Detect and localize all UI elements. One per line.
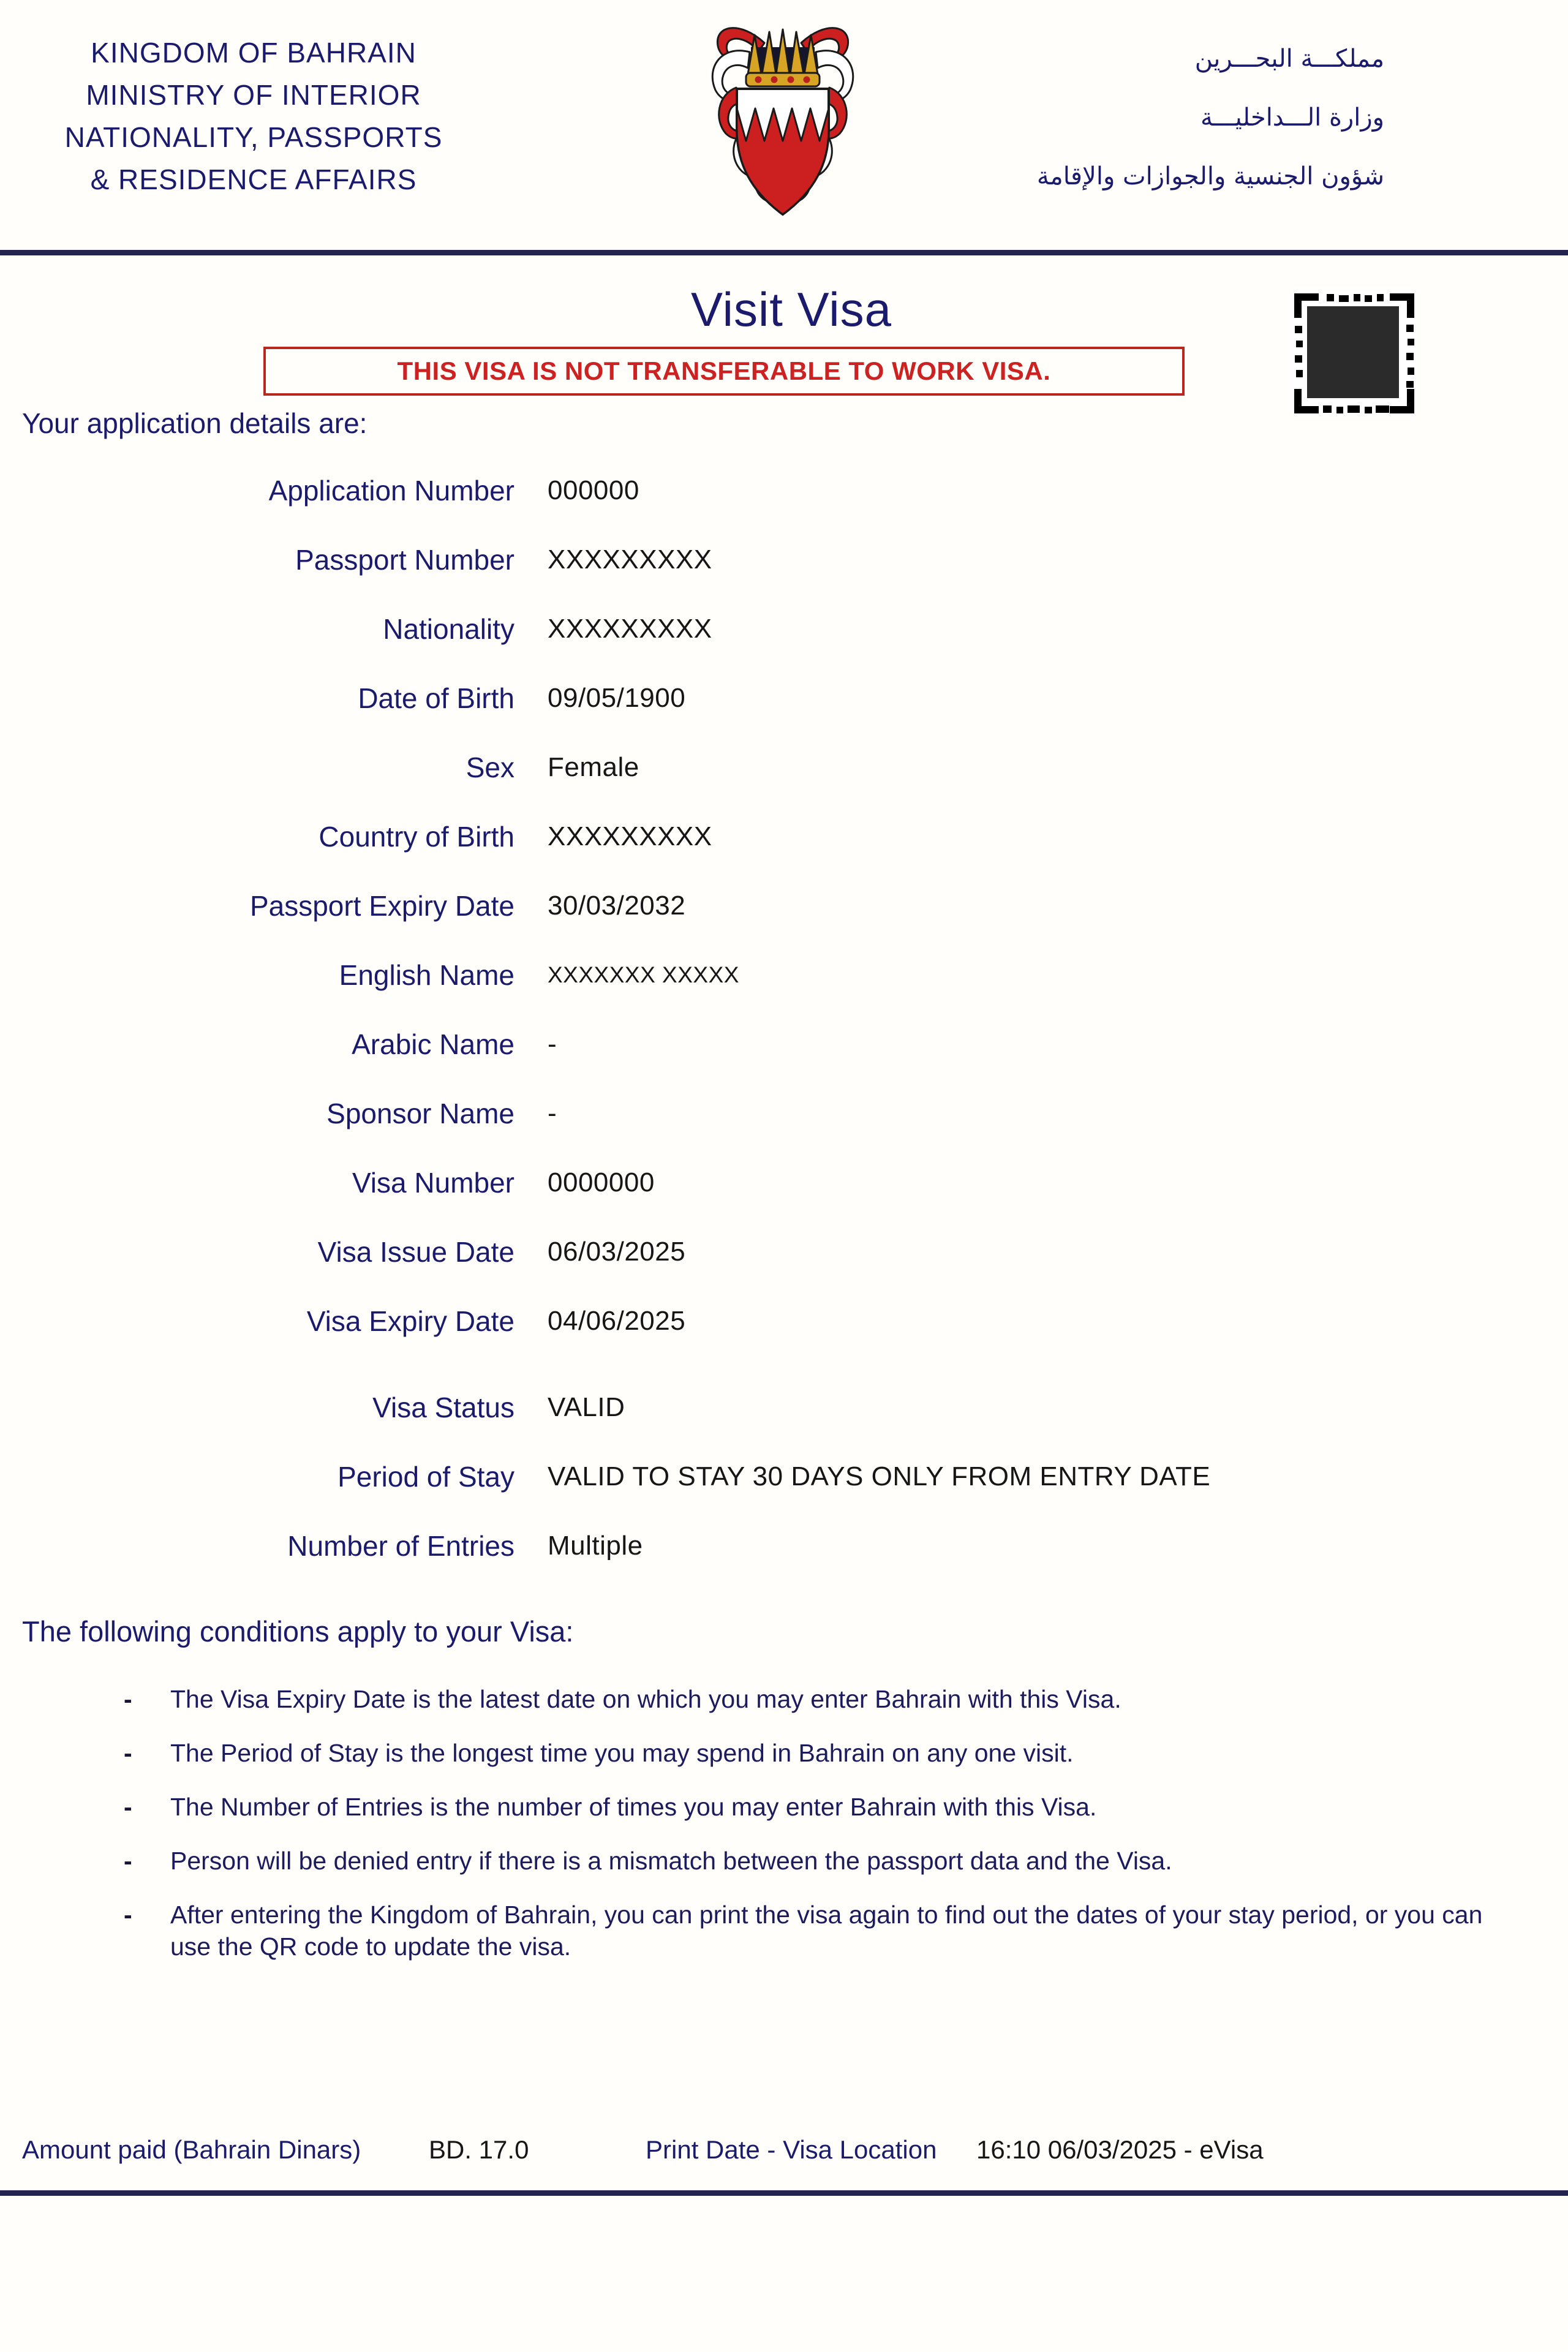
field-value: 30/03/2032 xyxy=(548,890,686,921)
ministry-name-english xyxy=(39,32,468,201)
field-row xyxy=(0,1511,1568,1580)
field-value: - xyxy=(548,1098,557,1128)
field-label: Visa Issue Date xyxy=(317,1235,514,1268)
bullet-dash: - xyxy=(124,1901,132,1929)
field-label: Nationality xyxy=(383,612,514,645)
field-label: English Name xyxy=(339,959,514,991)
header-divider xyxy=(0,250,1568,255)
field-value: 0000000 xyxy=(548,1167,655,1197)
field-label: Arabic Name xyxy=(352,1028,514,1060)
ministry-line-english: MINISTRY OF INTERIOR xyxy=(86,79,421,111)
bullet-dash: - xyxy=(124,1847,132,1875)
condition-item xyxy=(0,1737,1568,1769)
condition-item xyxy=(0,1683,1568,1715)
field-value: VALID xyxy=(548,1392,625,1422)
condition-item xyxy=(0,1791,1568,1823)
field-row xyxy=(0,733,1568,802)
page-title: Visit Visa xyxy=(691,282,892,336)
bahrain-coat-of-arms-icon xyxy=(691,9,875,224)
condition-text: After entering the Kingdom of Bahrain, you can print the visa again to find out the dates of your stay period, or you can use the QR code to update the visa. xyxy=(170,1901,1483,1961)
ministry-line-english: & RESIDENCE AFFAIRS xyxy=(90,164,417,195)
field-value: - xyxy=(548,1028,557,1059)
field-label: Date of Birth xyxy=(358,682,514,714)
condition-text: The Number of Entries is the number of times you may enter Bahrain with this Visa. xyxy=(170,1793,1097,1821)
field-row xyxy=(0,594,1568,663)
print-date-value: 16:10 06/03/2025 - eVisa xyxy=(976,2135,1264,2164)
ministry-line-arabic: مملكـــة البحـــرين xyxy=(1194,45,1384,73)
condition-text: The Visa Expiry Date is the latest date on which you may enter Bahrain with this Visa. xyxy=(170,1685,1121,1713)
bullet-dash: - xyxy=(124,1685,132,1713)
field-label: Sponsor Name xyxy=(326,1097,514,1129)
ministry-line-arabic: شؤون الجنسية والجوازات والإقامة xyxy=(1036,162,1384,190)
field-value: XXXXXXX XXXXX xyxy=(548,962,739,987)
print-date-label: Print Date - Visa Location xyxy=(646,2135,937,2164)
footer xyxy=(0,2135,1568,2172)
amount-paid-label: Amount paid (Bahrain Dinars) xyxy=(22,2135,361,2164)
field-label: Visa Status xyxy=(372,1391,514,1423)
field-value: XXXXXXXXX xyxy=(548,544,712,575)
field-value: 09/05/1900 xyxy=(548,682,686,713)
field-label: Visa Number xyxy=(352,1166,514,1199)
field-value: XXXXXXXXX xyxy=(548,821,712,851)
ministry-line-english: NATIONALITY, PASSPORTS xyxy=(64,121,443,153)
condition-text: Person will be denied entry if there is a mismatch between the passport data and the Visa. xyxy=(170,1847,1172,1875)
field-value: Female xyxy=(548,752,639,782)
condition-text: The Period of Stay is the longest time you may spend in Bahrain on any one visit. xyxy=(170,1739,1074,1767)
application-details-heading: Your application details are: xyxy=(22,407,368,439)
field-value: 04/06/2025 xyxy=(548,1305,686,1336)
field-label: Period of Stay xyxy=(337,1460,514,1493)
field-row xyxy=(0,1217,1568,1286)
field-row xyxy=(0,1442,1568,1511)
field-label: Country of Birth xyxy=(318,820,514,853)
field-row xyxy=(0,525,1568,594)
field-row xyxy=(0,456,1568,525)
bullet-dash: - xyxy=(124,1793,132,1821)
field-row xyxy=(0,1286,1568,1355)
field-label: Passport Expiry Date xyxy=(249,889,514,922)
condition-item xyxy=(0,1845,1568,1877)
field-value: XXXXXXXXX xyxy=(548,613,712,644)
conditions-list xyxy=(0,1683,1568,1985)
ministry-line-english: KINGDOM OF BAHRAIN xyxy=(91,37,417,69)
condition-item xyxy=(0,1899,1568,1962)
warning-text: THIS VISA IS NOT TRANSFERABLE TO WORK VISA. xyxy=(397,356,1051,385)
field-label: Number of Entries xyxy=(287,1529,514,1562)
application-details-list xyxy=(0,456,1568,1580)
field-label: Sex xyxy=(466,751,514,783)
field-value: 06/03/2025 xyxy=(548,1236,686,1267)
bullet-dash: - xyxy=(124,1739,132,1767)
field-value: VALID TO STAY 30 DAYS ONLY FROM ENTRY DATE xyxy=(548,1461,1211,1491)
conditions-heading: The following conditions apply to your Visa: xyxy=(22,1615,574,1648)
amount-paid-value: BD. 17.0 xyxy=(429,2135,529,2164)
footer-divider xyxy=(0,2190,1568,2196)
field-row xyxy=(0,1148,1568,1217)
field-label: Visa Expiry Date xyxy=(306,1305,514,1337)
field-row xyxy=(0,1373,1568,1442)
field-value: 000000 xyxy=(548,475,639,505)
field-row xyxy=(0,871,1568,940)
field-row xyxy=(0,663,1568,733)
field-row xyxy=(0,940,1568,1009)
qr-code-redacted-icon xyxy=(1291,290,1417,417)
field-label: Application Number xyxy=(268,474,514,507)
field-value: Multiple xyxy=(548,1530,643,1561)
field-row xyxy=(0,1079,1568,1148)
ministry-name-arabic xyxy=(919,29,1384,206)
field-row xyxy=(0,1009,1568,1079)
warning-box xyxy=(263,347,1185,396)
ministry-line-arabic: وزارة الـــداخليـــة xyxy=(1200,104,1384,132)
field-label: Passport Number xyxy=(295,543,514,576)
field-row xyxy=(0,802,1568,871)
